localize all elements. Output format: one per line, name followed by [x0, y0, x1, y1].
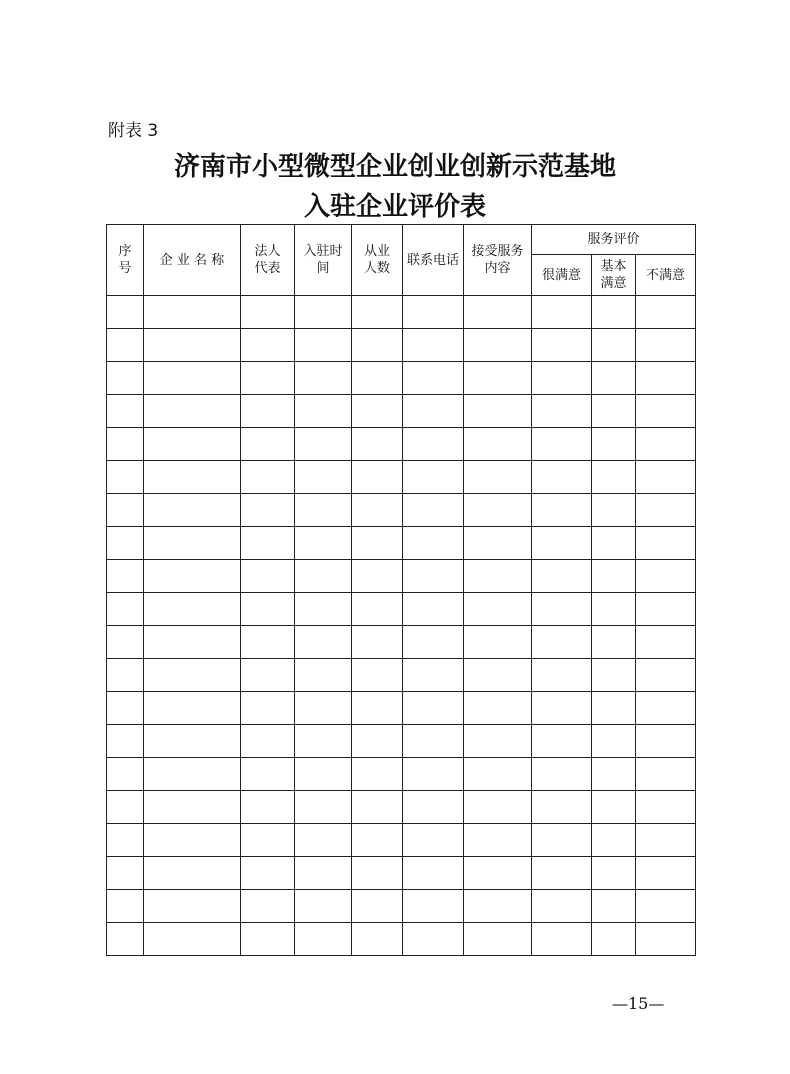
table-row: [107, 395, 696, 428]
table-cell[interactable]: [241, 824, 295, 857]
table-cell[interactable]: [636, 692, 696, 725]
table-cell[interactable]: [532, 824, 592, 857]
header-services: 接受服务内容: [464, 225, 532, 296]
table-cell[interactable]: [295, 329, 352, 362]
table-cell[interactable]: [144, 395, 241, 428]
table-cell[interactable]: [636, 791, 696, 824]
table-row: [107, 857, 696, 890]
table-cell[interactable]: [636, 494, 696, 527]
table-cell[interactable]: [352, 329, 403, 362]
table-cell[interactable]: [241, 494, 295, 527]
table-cell[interactable]: [464, 626, 532, 659]
table-cell[interactable]: [636, 395, 696, 428]
header-evaluation: 服务评价: [532, 225, 696, 255]
table-cell[interactable]: [464, 791, 532, 824]
table-cell[interactable]: [241, 428, 295, 461]
table-cell[interactable]: [403, 593, 464, 626]
table-cell[interactable]: [592, 725, 636, 758]
attachment-label: 附表 3: [108, 121, 159, 141]
table-cell[interactable]: [144, 890, 241, 923]
table-cell[interactable]: [352, 296, 403, 329]
table-row: [107, 923, 696, 956]
table-cell[interactable]: [464, 593, 532, 626]
table-cell[interactable]: [352, 593, 403, 626]
table-cell[interactable]: [144, 659, 241, 692]
table-cell[interactable]: [295, 296, 352, 329]
table-cell[interactable]: [107, 362, 144, 395]
table-cell[interactable]: [107, 560, 144, 593]
table-cell[interactable]: [592, 494, 636, 527]
table-cell[interactable]: [532, 362, 592, 395]
table-row: [107, 428, 696, 461]
table-cell[interactable]: [592, 395, 636, 428]
header-entry-time: 入驻时间: [295, 225, 352, 296]
document-title-line-1: 济南市小型微型企业创业创新示范基地: [173, 152, 616, 182]
table-cell[interactable]: [403, 791, 464, 824]
table-cell[interactable]: [532, 758, 592, 791]
header-phone: 联系电话: [403, 225, 464, 296]
table-cell[interactable]: [636, 362, 696, 395]
table-cell[interactable]: [352, 494, 403, 527]
table-cell[interactable]: [241, 692, 295, 725]
table-cell[interactable]: [464, 362, 532, 395]
table-cell[interactable]: [464, 725, 532, 758]
table-cell[interactable]: [532, 692, 592, 725]
table-row: [107, 659, 696, 692]
table-cell[interactable]: [592, 659, 636, 692]
table-cell[interactable]: [532, 461, 592, 494]
table-cell[interactable]: [403, 494, 464, 527]
header-employees: 从业人数: [352, 225, 403, 296]
evaluation-table: [106, 224, 696, 956]
table-cell[interactable]: [107, 296, 144, 329]
table-cell[interactable]: [592, 923, 636, 956]
table-cell[interactable]: [592, 791, 636, 824]
table-cell[interactable]: [403, 692, 464, 725]
table-cell[interactable]: [144, 593, 241, 626]
table-cell[interactable]: [592, 329, 636, 362]
table-cell[interactable]: [532, 626, 592, 659]
table-cell[interactable]: [464, 890, 532, 923]
table-cell[interactable]: [636, 527, 696, 560]
table-cell[interactable]: [107, 824, 144, 857]
table-cell[interactable]: [295, 362, 352, 395]
table-cell[interactable]: [107, 692, 144, 725]
table-cell[interactable]: [107, 791, 144, 824]
table-cell[interactable]: [636, 923, 696, 956]
table-cell[interactable]: [592, 824, 636, 857]
table-cell[interactable]: [592, 890, 636, 923]
table-cell[interactable]: [352, 725, 403, 758]
table-cell[interactable]: [592, 428, 636, 461]
table-cell[interactable]: [295, 890, 352, 923]
table-cell[interactable]: [107, 527, 144, 560]
table-cell[interactable]: [241, 725, 295, 758]
table-cell[interactable]: [295, 692, 352, 725]
page-number: —15—: [612, 994, 665, 1013]
table-cell[interactable]: [352, 923, 403, 956]
header-very-satisfied: 很满意: [532, 255, 592, 296]
table-cell[interactable]: [144, 494, 241, 527]
table-cell[interactable]: [241, 395, 295, 428]
table-cell[interactable]: [241, 362, 295, 395]
table-row: [107, 626, 696, 659]
table-cell[interactable]: [464, 494, 532, 527]
table-cell[interactable]: [636, 296, 696, 329]
table-cell[interactable]: [403, 296, 464, 329]
table-cell[interactable]: [403, 824, 464, 857]
table-body: [107, 296, 696, 956]
table-cell[interactable]: [144, 329, 241, 362]
table-cell[interactable]: [592, 527, 636, 560]
table-row: [107, 527, 696, 560]
table-cell[interactable]: [403, 626, 464, 659]
table-cell[interactable]: [403, 560, 464, 593]
table-cell[interactable]: [107, 857, 144, 890]
table-cell[interactable]: [464, 428, 532, 461]
table-cell[interactable]: [144, 857, 241, 890]
table-cell[interactable]: [636, 824, 696, 857]
table-cell[interactable]: [464, 329, 532, 362]
table-cell[interactable]: [295, 494, 352, 527]
table-cell[interactable]: [352, 659, 403, 692]
table-cell[interactable]: [241, 659, 295, 692]
table-cell[interactable]: [592, 593, 636, 626]
table-cell[interactable]: [295, 560, 352, 593]
table-cell[interactable]: [352, 560, 403, 593]
table-cell[interactable]: [144, 560, 241, 593]
table-cell[interactable]: [107, 329, 144, 362]
table-cell[interactable]: [403, 527, 464, 560]
table-cell[interactable]: [107, 626, 144, 659]
table-cell[interactable]: [464, 692, 532, 725]
table-cell[interactable]: [532, 923, 592, 956]
table-cell[interactable]: [464, 824, 532, 857]
table-cell[interactable]: [295, 725, 352, 758]
table-cell[interactable]: [144, 296, 241, 329]
table-cell[interactable]: [107, 494, 144, 527]
table-cell[interactable]: [241, 329, 295, 362]
table-cell[interactable]: [636, 593, 696, 626]
table-cell[interactable]: [107, 758, 144, 791]
table-cell[interactable]: [592, 296, 636, 329]
document-title-line-2: 入驻企业评价表: [303, 192, 486, 222]
table-row: [107, 560, 696, 593]
table-cell[interactable]: [532, 725, 592, 758]
table-cell[interactable]: [241, 461, 295, 494]
table-cell[interactable]: [144, 626, 241, 659]
header-seq: 序号: [107, 225, 144, 296]
table-cell[interactable]: [636, 329, 696, 362]
header-not-satisfied: 不满意: [636, 255, 696, 296]
table-cell[interactable]: [464, 923, 532, 956]
table-row: [107, 758, 696, 791]
table-cell[interactable]: [403, 329, 464, 362]
table-cell[interactable]: [403, 659, 464, 692]
table-cell[interactable]: [295, 824, 352, 857]
table-cell[interactable]: [295, 659, 352, 692]
table-cell[interactable]: [592, 560, 636, 593]
table-cell[interactable]: [241, 593, 295, 626]
table-cell[interactable]: [403, 890, 464, 923]
table-cell[interactable]: [532, 296, 592, 329]
table-cell[interactable]: [403, 362, 464, 395]
table-cell[interactable]: [403, 725, 464, 758]
table-cell[interactable]: [144, 461, 241, 494]
table-cell[interactable]: [532, 329, 592, 362]
table-cell[interactable]: [352, 791, 403, 824]
table-cell[interactable]: [464, 758, 532, 791]
table-cell[interactable]: [464, 461, 532, 494]
table-cell[interactable]: [592, 758, 636, 791]
table-cell[interactable]: [464, 395, 532, 428]
table-cell[interactable]: [636, 659, 696, 692]
table-cell[interactable]: [352, 461, 403, 494]
table-cell[interactable]: [144, 758, 241, 791]
header-legal-rep: 法人代表: [241, 225, 295, 296]
table-cell[interactable]: [592, 692, 636, 725]
table-cell[interactable]: [592, 626, 636, 659]
table-cell[interactable]: [403, 461, 464, 494]
table-cell[interactable]: [403, 923, 464, 956]
table-cell[interactable]: [241, 758, 295, 791]
table-cell[interactable]: [352, 890, 403, 923]
table-cell[interactable]: [464, 857, 532, 890]
table-cell[interactable]: [636, 626, 696, 659]
table-cell[interactable]: [295, 791, 352, 824]
table-row: [107, 296, 696, 329]
table-cell[interactable]: [107, 890, 144, 923]
table-cell[interactable]: [107, 461, 144, 494]
table-cell[interactable]: [592, 857, 636, 890]
table-row: [107, 692, 696, 725]
table-cell[interactable]: [532, 890, 592, 923]
table-cell[interactable]: [532, 791, 592, 824]
table-cell[interactable]: [636, 428, 696, 461]
table-row: [107, 791, 696, 824]
table-cell[interactable]: [241, 890, 295, 923]
table-cell[interactable]: [144, 428, 241, 461]
table-cell[interactable]: [144, 791, 241, 824]
table-cell[interactable]: [464, 296, 532, 329]
table-cell[interactable]: [592, 461, 636, 494]
table-cell[interactable]: [107, 428, 144, 461]
table-row: [107, 362, 696, 395]
table-cell[interactable]: [636, 725, 696, 758]
table-cell[interactable]: [295, 461, 352, 494]
table-cell[interactable]: [144, 824, 241, 857]
table-cell[interactable]: [144, 362, 241, 395]
table-cell[interactable]: [352, 362, 403, 395]
table-cell[interactable]: [295, 857, 352, 890]
table-cell[interactable]: [352, 395, 403, 428]
table-cell[interactable]: [295, 758, 352, 791]
table-cell[interactable]: [241, 560, 295, 593]
table-cell[interactable]: [144, 725, 241, 758]
table-cell[interactable]: [295, 428, 352, 461]
table-cell[interactable]: [352, 626, 403, 659]
table-row: [107, 329, 696, 362]
table-cell[interactable]: [352, 758, 403, 791]
table-cell[interactable]: [532, 659, 592, 692]
table-cell[interactable]: [532, 428, 592, 461]
table-cell[interactable]: [107, 593, 144, 626]
table-cell[interactable]: [241, 791, 295, 824]
table-cell[interactable]: [464, 659, 532, 692]
table-cell[interactable]: [352, 824, 403, 857]
table-cell[interactable]: [464, 527, 532, 560]
table-cell[interactable]: [295, 626, 352, 659]
table-cell[interactable]: [295, 593, 352, 626]
table-row: [107, 824, 696, 857]
table-cell[interactable]: [532, 560, 592, 593]
table-cell[interactable]: [352, 692, 403, 725]
table-cell[interactable]: [636, 758, 696, 791]
table-cell[interactable]: [352, 527, 403, 560]
table-cell[interactable]: [636, 890, 696, 923]
table-cell[interactable]: [107, 725, 144, 758]
table-cell[interactable]: [636, 461, 696, 494]
table-cell[interactable]: [532, 527, 592, 560]
table-cell[interactable]: [144, 527, 241, 560]
table-cell[interactable]: [241, 296, 295, 329]
table-row: [107, 725, 696, 758]
table-cell[interactable]: [636, 857, 696, 890]
table-cell[interactable]: [352, 857, 403, 890]
table-cell[interactable]: [295, 395, 352, 428]
table-row: [107, 890, 696, 923]
table-row: [107, 593, 696, 626]
table-cell[interactable]: [403, 395, 464, 428]
table-cell[interactable]: [532, 593, 592, 626]
table-cell[interactable]: [403, 758, 464, 791]
table-row: [107, 494, 696, 527]
table-cell[interactable]: [352, 428, 403, 461]
table-row: [107, 461, 696, 494]
table-cell[interactable]: [241, 923, 295, 956]
table-cell[interactable]: [636, 560, 696, 593]
table-cell[interactable]: [532, 494, 592, 527]
table-cell[interactable]: [107, 923, 144, 956]
table-cell[interactable]: [403, 428, 464, 461]
table-cell[interactable]: [241, 527, 295, 560]
table-cell[interactable]: [295, 923, 352, 956]
table-cell[interactable]: [107, 395, 144, 428]
table-cell[interactable]: [241, 626, 295, 659]
header-company-name: 企 业 名 称: [144, 225, 241, 296]
table-cell[interactable]: [532, 395, 592, 428]
table-cell[interactable]: [464, 560, 532, 593]
table-cell[interactable]: [144, 923, 241, 956]
table-cell[interactable]: [107, 659, 144, 692]
header-basically-satisfied: 基本满意: [592, 255, 636, 296]
table-cell[interactable]: [144, 692, 241, 725]
table-cell[interactable]: [403, 857, 464, 890]
table-cell[interactable]: [295, 527, 352, 560]
table-cell[interactable]: [241, 857, 295, 890]
table-cell[interactable]: [592, 362, 636, 395]
table-cell[interactable]: [532, 857, 592, 890]
